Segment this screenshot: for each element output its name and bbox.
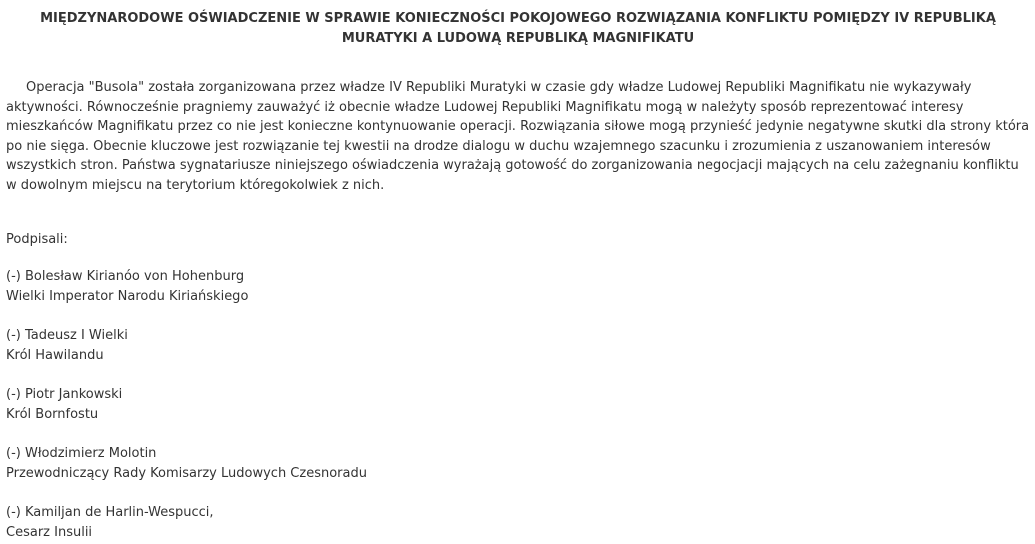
signatory-name: (-) Tadeusz I Wielki — [6, 328, 128, 343]
signatory-item — [6, 444, 1035, 483]
statement-paragraph: Operacja "Busola" została zorganizowana przez władze IV Republiki Muratyki w czasie gdy władze Ludowej Republiki Magnifikatu nie wykazywały aktywności. Równocześnie pragniemy zauważyć iż obecnie władze Ludowej Republiki Magnifikatu mogą w należyty sposób reprezentować interesy mieszkańców Magnifikatu przez co nie jest konieczne kontynuowanie operacji. Rozwiązania siłowe mogą przynieść jedynie negatywne skutki dla strony która po nie sięga. Obecnie kluczowe jest rozwiązanie tej kwestii na drodze dialogu w duchu wzajemnego szacunku i zrozumienia z uszanowaniem interesów wszystkich stron. Państwa sygnatariusze niniejszego oświadczenia wyrażają gotowość do zorganizowania negocjacji mających na celu zażegnaniu konfliktu w dowolnym miejscu na terytorium któregokolwiek z nich. — [6, 80, 1030, 193]
signatory-item — [6, 503, 1035, 542]
signatory-name: (-) Kamiljan de Harlin-Wespucci, — [6, 505, 214, 520]
signatory-title: Przewodniczący Rady Komisarzy Ludowych Czesnoradu — [6, 465, 367, 481]
signatory-item — [6, 385, 1035, 424]
signed-by-label: Podpisali: — [6, 232, 68, 247]
signatory-title: Cesarz Insulii — [6, 524, 93, 540]
signatory-item — [6, 326, 1035, 365]
signatories-list — [6, 267, 1035, 542]
signatory-title: Wielki Imperator Narodu Kiriańskiego — [6, 288, 249, 304]
signatory-name: (-) Włodzimierz Molotin — [6, 446, 157, 461]
signatory-title: Król Hawilandu — [6, 347, 104, 363]
signatory-name: (-) Bolesław Kirianóo von Hohenburg — [6, 269, 245, 284]
signatory-name: (-) Piotr Jankowski — [6, 387, 123, 402]
signatory-title: Król Bornfostu — [6, 406, 99, 422]
document-title: MIĘDZYNARODOWE OŚWIADCZENIE W SPRAWIE KONIECZNOŚCI POKOJOWEGO ROZWIĄZANIA KONFLIKTU POMIĘDZY IV REPUBLIKĄ MURATYKI A LUDOWĄ REPUBLIKĄ MAGNIFIKATU — [40, 11, 996, 46]
signatory-item — [6, 267, 1035, 306]
